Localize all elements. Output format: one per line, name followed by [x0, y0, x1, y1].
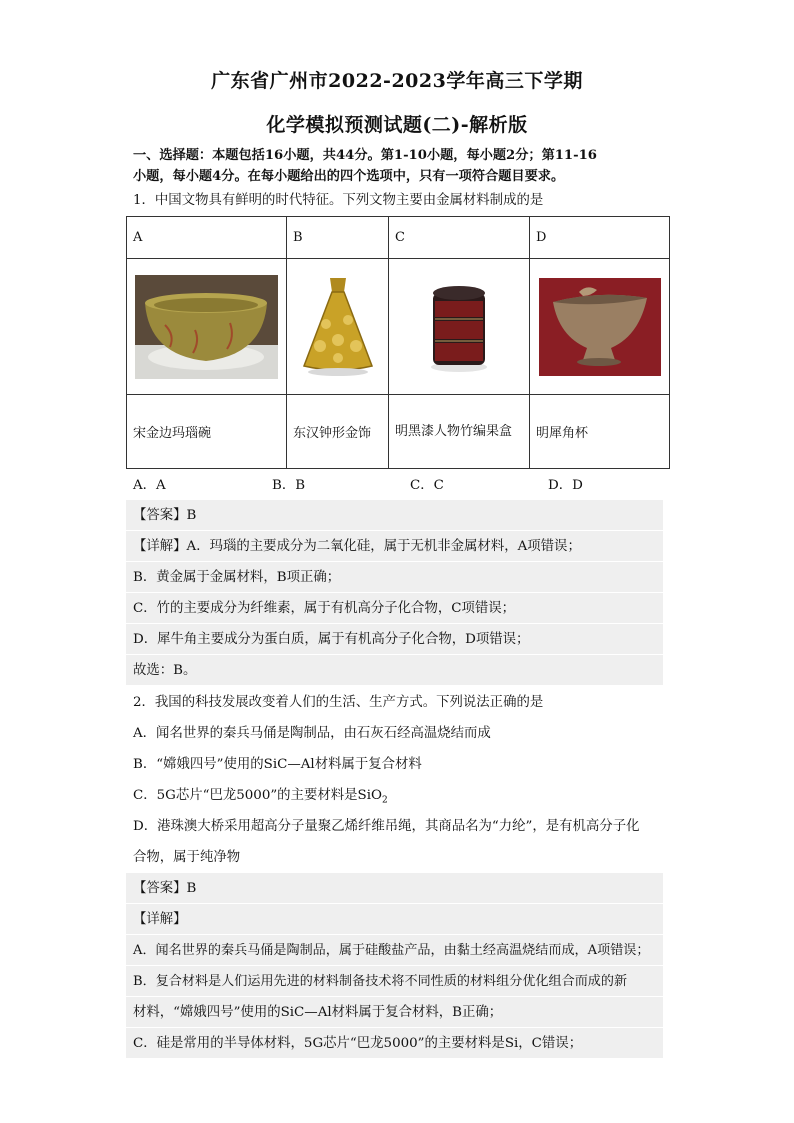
caption-b: 东汉钟形金饰 [287, 395, 389, 469]
caption-a: 宋金边玛瑙碗 [127, 395, 287, 469]
choice-c[interactable]: C．C [410, 478, 444, 493]
table-header-a: A [127, 217, 287, 259]
q2-detail-line3: 材料，“嫦娥四号”使用的SiC—Al材料属于复合材料，B正确； [133, 1005, 503, 1020]
caption-c: 明黑漆人物竹编果盒 [389, 395, 530, 469]
options-table [126, 216, 670, 469]
image-cell-b [287, 259, 389, 395]
q1-detail-line1: 【详解】A．玛瑙的主要成分为二氧化硅，属于无机非金属材料，A项错误； [133, 539, 581, 554]
section-heading-line2: 小题，每小题4分。在每小题给出的四个选项中，只有一项符合题目要求。 [133, 169, 565, 184]
jade-bowl-icon [135, 275, 278, 379]
question-2-stem: 2．我国的科技发展改变着人们的生活、生产方式。下列说法正确的是 [133, 695, 544, 710]
caption-d: 明犀角杯 [530, 395, 670, 469]
choice-b[interactable]: B．B [272, 478, 306, 493]
rhino-horn-cup-icon [539, 278, 661, 376]
q2-detail-line4: C．硅是常用的半导体材料，5G芯片“巴龙5000”的主要材料是Si，C错误； [133, 1036, 583, 1051]
question-1-stem: 1．中国文物具有鲜明的时代特征。下列文物主要由金属材料制成的是 [133, 193, 544, 208]
image-cell-d [530, 259, 670, 395]
lacquer-box-icon [427, 279, 491, 375]
image-cell-c [389, 259, 530, 395]
doc-title-line1: 广东省广州市2022-2023学年高三下学期 [211, 70, 583, 92]
choice-a[interactable]: A．A [133, 478, 166, 493]
q2-detail-head: 【详解】 [133, 912, 187, 927]
q1-answer: 【答案】B [133, 508, 197, 523]
q2-option-a: A．闻名世界的秦兵马俑是陶制品，由石灰石经高温烧结而成 [133, 726, 491, 741]
q2-detail-line1: A．闻名世界的秦兵马俑是陶制品，属于硅酸盐产品，由黏土经高温烧结而成，A项错误； [133, 943, 650, 958]
section-heading-line1: 一、选择题：本题包括16小题，共44分。第1-10小题，每小题2分；第11-16 [133, 148, 597, 163]
q2-answer: 【答案】B [133, 881, 197, 896]
bell-gold-ornament-icon [296, 274, 380, 380]
q2-option-c-text: C．5G芯片“巴龙5000”的主要材料是SiO [133, 788, 382, 803]
q2-option-d-line2: 合物，属于纯净物 [133, 850, 241, 865]
table-header-d: D [530, 217, 670, 259]
table-header-c: C [389, 217, 530, 259]
q2-option-b: B．“嫦娥四号”使用的SiC—Al材料属于复合材料 [133, 757, 422, 772]
q1-detail-line2: B．黄金属于金属材料，B项正确； [133, 570, 341, 585]
q1-detail-line3: C．竹的主要成分为纤维素，属于有机高分子化合物，C项错误； [133, 601, 516, 616]
q2-option-d-line1: D．港珠澳大桥采用超高分子量聚乙烯纤维吊绳，其商品名为“力纶”，是有机高分子化 [133, 819, 640, 834]
image-cell-a [127, 259, 287, 395]
q2-option-c-subscript: 2 [381, 795, 388, 806]
choice-d[interactable]: D．D [548, 478, 583, 493]
q1-detail-line5: 故选：B。 [133, 663, 197, 678]
doc-title-line2: 化学模拟预测试题(二)-解析版 [266, 114, 528, 136]
q1-detail-line4: D．犀牛角主要成分为蛋白质，属于有机高分子化合物，D项错误； [133, 632, 530, 647]
q2-option-c [133, 786, 668, 811]
table-header-b: B [287, 217, 389, 259]
q2-detail-line2: B．复合材料是人们运用先进的材料制备技术将不同性质的材料组分优化组合而成的新 [133, 974, 628, 989]
